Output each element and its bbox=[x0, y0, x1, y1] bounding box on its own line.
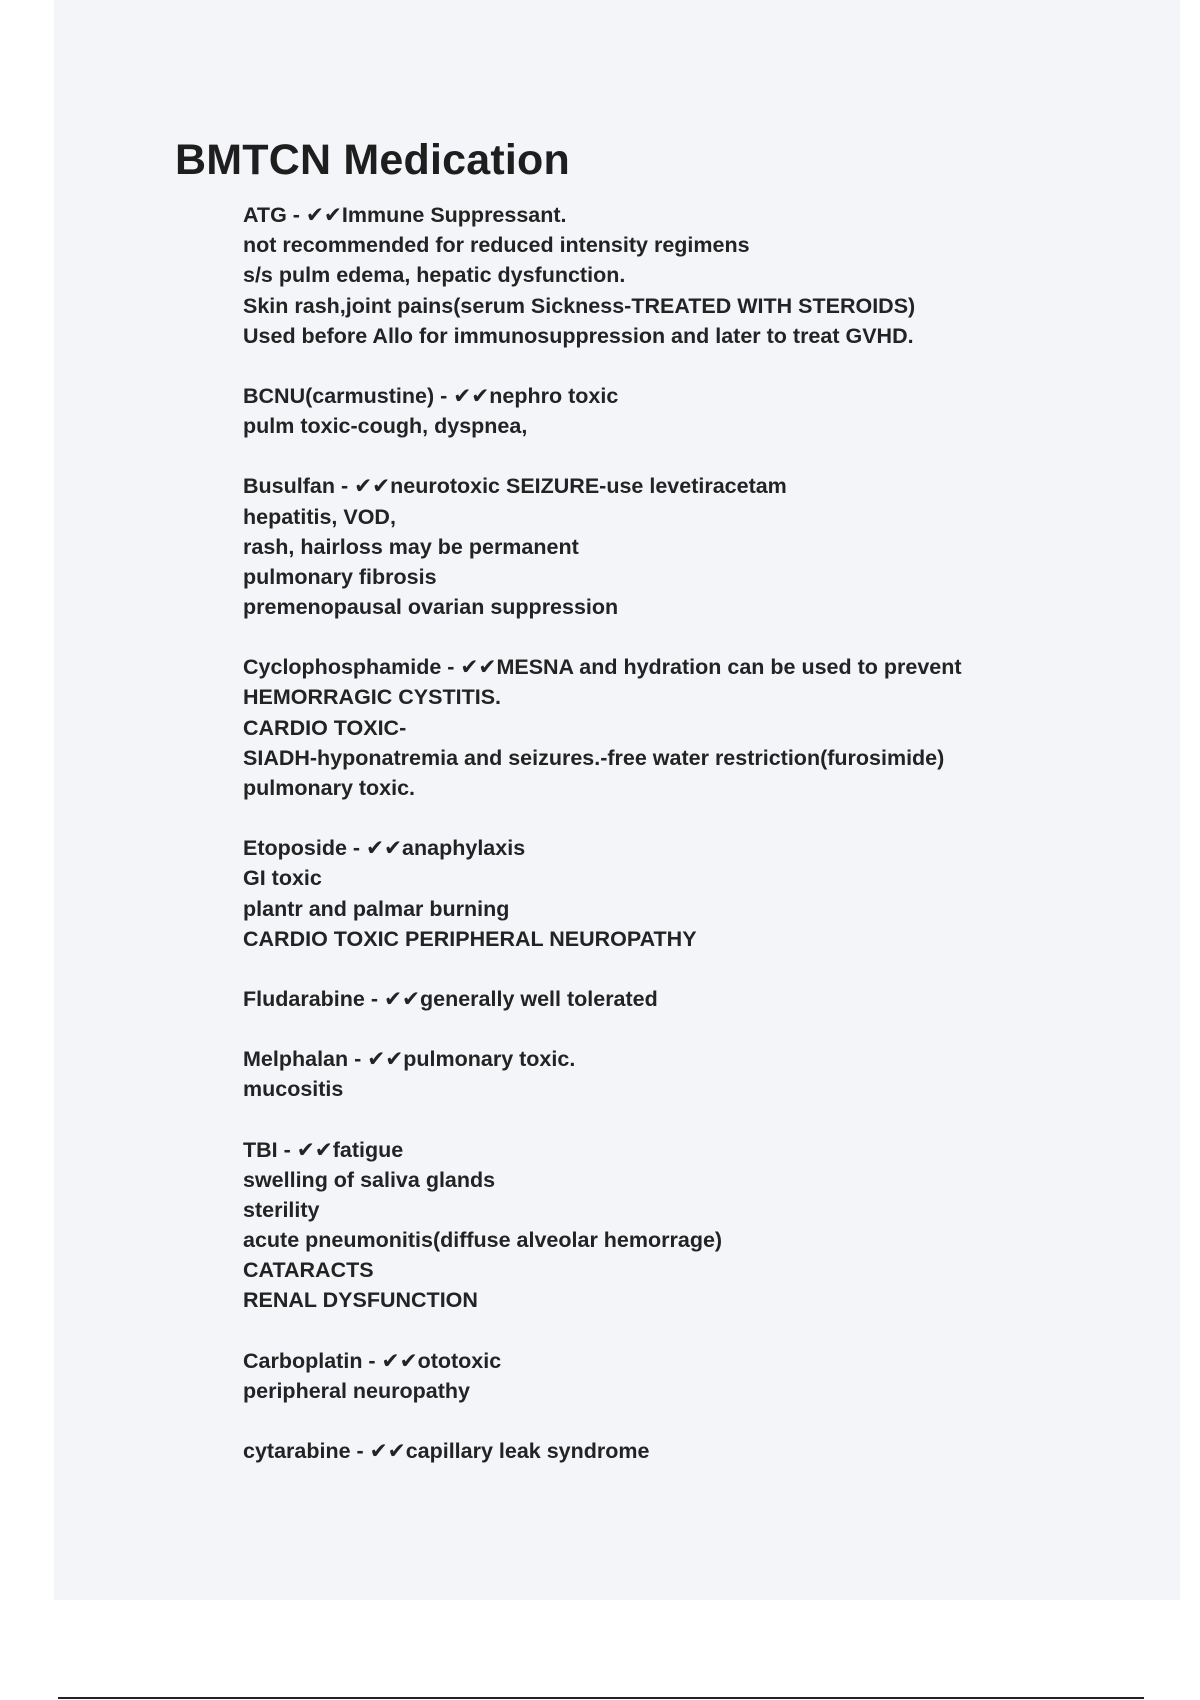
medication-detail-line: pulmonary toxic. bbox=[243, 776, 416, 800]
page-title: BMTCN Medication bbox=[175, 136, 570, 184]
medication-detail-line: sterility bbox=[243, 1197, 320, 1222]
medication-entry bbox=[243, 984, 1143, 1014]
medication-detail-line: GI toxic bbox=[243, 866, 322, 891]
footer-divider bbox=[58, 1697, 1144, 1699]
medication-heading-line: Cyclophosphamide - ✔✔MESNA and hydration can be used to prevent bbox=[243, 655, 962, 680]
medication-detail-line: s/s pulm edema, hepatic dysfunction. bbox=[243, 263, 626, 288]
medication-detail-line: mucositis bbox=[243, 1077, 344, 1102]
medication-detail-line: peripheral neuropathy bbox=[243, 1378, 470, 1403]
medication-heading-line: Fludarabine - ✔✔generally well tolerated bbox=[243, 986, 658, 1011]
medication-entry bbox=[243, 200, 1143, 351]
medication-detail-line: HEMORRAGIC CYSTITIS. bbox=[243, 685, 502, 710]
medication-entry bbox=[243, 1436, 1143, 1466]
medication-heading-line: Busulfan - ✔✔neurotoxic SEIZURE-use levetiracetam bbox=[243, 474, 787, 499]
medication-heading-line: ATG - ✔✔Immune Suppressant. bbox=[243, 203, 567, 227]
medication-detail-line: acute pneumonitis(diffuse alveolar hemorrage) bbox=[243, 1228, 723, 1253]
medication-entry bbox=[243, 1044, 1143, 1104]
medication-detail-line: CARDIO TOXIC- bbox=[243, 715, 407, 740]
medication-entry bbox=[243, 381, 1143, 441]
medication-heading-line: cytarabine - ✔✔capillary leak syndrome bbox=[243, 1439, 650, 1463]
medication-detail-line: RENAL DYSFUNCTION bbox=[243, 1288, 478, 1313]
medication-entry bbox=[243, 833, 1143, 954]
medication-detail-line: rash, hairloss may be permanent bbox=[243, 534, 579, 559]
medication-detail-line: not recommended for reduced intensity regimens bbox=[243, 233, 750, 258]
medication-detail-line: plantr and palmar burning bbox=[243, 896, 510, 921]
medication-detail-line: CARDIO TOXIC PERIPHERAL NEUROPATHY bbox=[243, 926, 697, 951]
medication-detail-line: hepatitis, VOD, bbox=[243, 504, 396, 529]
document-page bbox=[54, 0, 1180, 1600]
medication-heading-line: BCNU(carmustine) - ✔✔nephro toxic bbox=[243, 383, 619, 408]
medication-entry bbox=[243, 471, 1143, 622]
medication-heading-line: Carboplatin - ✔✔ototoxic bbox=[243, 1348, 502, 1373]
medication-entry bbox=[243, 652, 1143, 803]
medication-detail-line: Skin rash,joint pains(serum Sickness-TREATED WITH STEROIDS) bbox=[243, 293, 916, 318]
medication-entry bbox=[243, 1135, 1143, 1316]
medication-detail-line: Used before Allo for immunosuppression and later to treat GVHD. bbox=[243, 323, 914, 348]
medication-heading-line: Melphalan - ✔✔pulmonary toxic. bbox=[243, 1047, 576, 1072]
medication-detail-line: premenopausal ovarian suppression bbox=[243, 595, 619, 620]
medication-detail-line: pulmonary fibrosis bbox=[243, 564, 437, 589]
medication-detail-line: pulm toxic-cough, dyspnea, bbox=[243, 414, 528, 439]
medication-entry bbox=[243, 1346, 1143, 1406]
medication-detail-line: swelling of saliva glands bbox=[243, 1167, 496, 1192]
medication-heading-line: TBI - ✔✔fatigue bbox=[243, 1137, 404, 1162]
medication-detail-line: SIADH-hyponatremia and seizures.-free water restriction(furosimide) bbox=[243, 745, 945, 770]
medication-heading-line: Etoposide - ✔✔anaphylaxis bbox=[243, 836, 526, 861]
medication-detail-line: CATARACTS bbox=[243, 1258, 374, 1283]
medication-list bbox=[243, 200, 1143, 1496]
